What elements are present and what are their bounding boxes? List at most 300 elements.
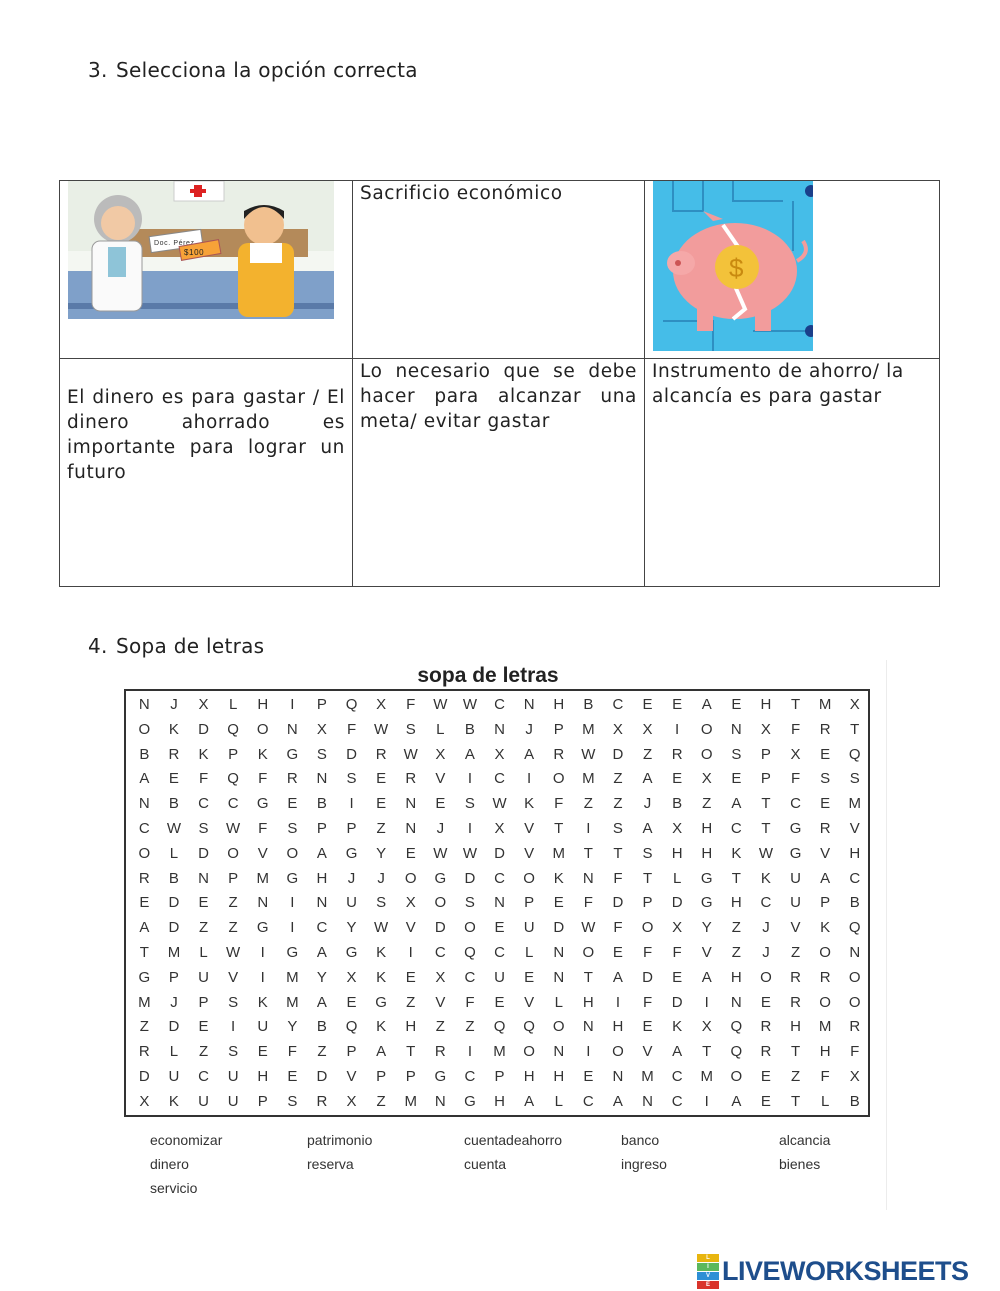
grid-letter[interactable]: E xyxy=(494,919,505,937)
grid-letter[interactable]: P xyxy=(553,720,564,738)
grid-letter[interactable]: C xyxy=(138,820,150,837)
grid-letter[interactable]: P xyxy=(228,869,239,887)
grid-letter[interactable]: W xyxy=(581,919,596,937)
grid-letter[interactable]: T xyxy=(790,696,801,713)
grid-letter[interactable]: M xyxy=(167,944,181,961)
grid-letter[interactable]: R xyxy=(375,745,387,763)
grid-letter[interactable]: F xyxy=(790,770,801,788)
grid-letter[interactable]: V xyxy=(524,820,535,837)
grid-letter[interactable]: R xyxy=(790,993,801,1011)
grid-letter[interactable]: Z xyxy=(613,770,623,788)
grid-letter[interactable]: O xyxy=(138,720,151,738)
grid-letter[interactable]: O xyxy=(434,894,447,912)
grid-letter[interactable]: J xyxy=(170,993,178,1011)
grid-letter[interactable]: Z xyxy=(198,1043,209,1061)
grid-letter[interactable]: X xyxy=(494,745,505,763)
grid-letter[interactable]: O xyxy=(552,770,565,788)
grid-letter[interactable]: Z xyxy=(702,795,712,813)
grid-letter[interactable]: P xyxy=(316,820,327,837)
grid-letter[interactable]: C xyxy=(790,795,801,813)
grid-letter[interactable]: H xyxy=(553,696,565,713)
grid-letter[interactable]: Q xyxy=(730,1043,743,1061)
grid-letter[interactable]: M xyxy=(552,844,565,862)
grid-letter[interactable]: C xyxy=(494,869,505,887)
grid-letter[interactable]: S xyxy=(820,770,831,788)
grid-letter[interactable]: X xyxy=(642,720,653,738)
grid-letter[interactable]: U xyxy=(168,1068,180,1085)
grid-letter[interactable]: P xyxy=(228,745,239,763)
grid-letter[interactable]: R xyxy=(316,1092,328,1110)
grid-letter[interactable]: N xyxy=(257,894,269,912)
grid-letter[interactable]: F xyxy=(258,820,268,837)
grid-letter[interactable]: R xyxy=(138,869,150,887)
grid-letter[interactable]: F xyxy=(465,993,475,1011)
grid-letter[interactable]: H xyxy=(257,696,269,713)
grid-letter[interactable]: X xyxy=(198,696,209,713)
grid-letter[interactable]: T xyxy=(554,820,564,837)
grid-letter[interactable]: T xyxy=(761,795,771,813)
grid-letter[interactable]: E xyxy=(672,968,683,986)
grid-letter[interactable]: Z xyxy=(228,894,238,912)
grid-letter[interactable]: F xyxy=(406,696,416,713)
grid-letter[interactable]: S xyxy=(731,745,742,763)
grid-letter[interactable]: H xyxy=(819,1043,831,1061)
grid-letter[interactable]: X xyxy=(376,696,387,713)
grid-letter[interactable]: O xyxy=(612,1043,624,1061)
grid-letter[interactable]: I xyxy=(467,1043,473,1061)
grid-letter[interactable]: T xyxy=(702,1043,712,1061)
grid-letter[interactable]: R xyxy=(849,1018,861,1036)
grid-letter[interactable]: G xyxy=(256,795,269,813)
grid-letter[interactable]: O xyxy=(404,869,417,887)
grid-letter[interactable]: U xyxy=(198,968,209,986)
grid-letter[interactable]: W xyxy=(492,795,507,813)
grid-letter[interactable]: U xyxy=(198,1092,209,1110)
grid-letter[interactable]: Z xyxy=(790,1068,801,1085)
grid-letter[interactable]: A xyxy=(642,820,653,837)
grid-letter[interactable]: O xyxy=(523,1043,535,1061)
grid-letter[interactable]: T xyxy=(583,968,593,986)
grid-letter[interactable]: O xyxy=(138,844,151,862)
grid-letter[interactable]: H xyxy=(790,1018,801,1036)
grid-letter[interactable]: A xyxy=(376,1043,387,1061)
grid-letter[interactable]: N xyxy=(316,894,328,912)
grid-letter[interactable]: N xyxy=(405,795,417,813)
grid-letter[interactable]: I xyxy=(260,968,265,986)
grid-letter[interactable]: Y xyxy=(376,844,387,862)
grid-letter[interactable]: Z xyxy=(731,919,741,937)
grid-letter[interactable]: V xyxy=(405,919,416,937)
grid-letter[interactable]: G xyxy=(138,968,151,986)
grid-letter[interactable]: C xyxy=(316,919,328,937)
grid-letter[interactable]: I xyxy=(260,944,265,961)
grid-letter[interactable]: X xyxy=(435,745,446,763)
grid-letter[interactable]: N xyxy=(198,869,209,887)
grid-letter[interactable]: N xyxy=(286,720,298,738)
grid-letter[interactable]: E xyxy=(760,993,771,1011)
grid-letter[interactable]: P xyxy=(405,1068,416,1085)
grid-letter[interactable]: V xyxy=(257,844,268,862)
grid-letter[interactable]: O xyxy=(819,944,831,961)
grid-letter[interactable]: A xyxy=(701,968,712,986)
grid-letter[interactable]: Z xyxy=(465,1018,475,1036)
grid-letter[interactable]: R xyxy=(819,968,831,986)
grid-letter[interactable]: P xyxy=(376,1068,387,1085)
grid-letter[interactable]: J xyxy=(377,869,385,887)
grid-letter[interactable]: K xyxy=(257,993,268,1011)
grid-letter[interactable]: K xyxy=(820,919,831,937)
grid-letter[interactable]: I xyxy=(527,770,532,788)
grid-letter[interactable]: T xyxy=(642,869,653,887)
grid-letter[interactable]: Q xyxy=(730,1018,743,1036)
grid-letter[interactable]: L xyxy=(524,944,534,961)
grid-letter[interactable]: S xyxy=(228,993,239,1011)
grid-letter[interactable]: C xyxy=(582,1092,594,1110)
grid-letter[interactable]: Z xyxy=(376,820,386,837)
grid-letter[interactable]: X xyxy=(405,894,416,912)
grid-letter[interactable]: E xyxy=(376,770,387,788)
grid-letter[interactable]: X xyxy=(435,968,446,986)
grid-letter[interactable]: L xyxy=(228,696,238,713)
grid-letter[interactable]: X xyxy=(701,770,712,788)
grid-letter[interactable]: I xyxy=(704,1092,709,1110)
grid-letter[interactable]: G xyxy=(700,894,713,912)
grid-letter[interactable]: U xyxy=(523,919,535,937)
grid-letter[interactable]: F xyxy=(198,770,209,788)
grid-letter[interactable]: Q xyxy=(848,919,861,937)
grid-letter[interactable]: S xyxy=(849,770,860,788)
grid-letter[interactable]: C xyxy=(494,770,505,788)
grid-letter[interactable]: T xyxy=(613,844,623,862)
grid-letter[interactable]: M xyxy=(138,993,151,1011)
grid-letter[interactable]: D xyxy=(168,919,180,937)
grid-letter[interactable]: U xyxy=(790,869,801,887)
grid-letter[interactable]: Z xyxy=(435,1018,445,1036)
grid-letter[interactable]: H xyxy=(553,1068,565,1085)
grid-letter[interactable]: C xyxy=(730,820,742,837)
grid-letter[interactable]: E xyxy=(257,1043,268,1061)
grid-letter[interactable]: X xyxy=(346,968,357,986)
grid-letter[interactable]: O xyxy=(848,993,861,1011)
grid-letter[interactable]: E xyxy=(435,795,446,813)
grid-letter[interactable]: A xyxy=(672,1043,683,1061)
grid-letter[interactable]: J xyxy=(643,795,652,813)
grid-letter[interactable]: N xyxy=(730,720,742,738)
grid-letter[interactable]: B xyxy=(583,696,594,713)
grid-letter[interactable]: E xyxy=(376,795,387,813)
grid-letter[interactable]: N xyxy=(553,1043,565,1061)
grid-letter[interactable]: Z xyxy=(139,1018,149,1036)
grid-letter[interactable]: O xyxy=(256,720,269,738)
grid-letter[interactable]: H xyxy=(849,844,861,862)
grid-letter[interactable]: D xyxy=(138,1068,150,1085)
grid-letter[interactable]: E xyxy=(198,894,209,912)
grid-letter[interactable]: K xyxy=(376,944,387,961)
grid-letter[interactable]: A xyxy=(316,993,327,1011)
grid-letter[interactable]: I xyxy=(586,1043,591,1061)
grid-letter[interactable]: F xyxy=(672,944,682,961)
grid-letter[interactable]: S xyxy=(346,770,357,788)
grid-letter[interactable]: T xyxy=(850,720,860,738)
grid-letter[interactable]: S xyxy=(464,894,475,912)
grid-letter[interactable]: X xyxy=(760,720,771,738)
grid-letter[interactable]: Z xyxy=(642,745,653,763)
grid-letter[interactable]: W xyxy=(403,745,418,763)
grid-letter[interactable]: G xyxy=(256,919,269,937)
grid-letter[interactable]: E xyxy=(760,1092,771,1110)
grid-letter[interactable]: U xyxy=(227,1068,239,1085)
grid-letter[interactable]: S xyxy=(287,1092,298,1110)
grid-letter[interactable]: R xyxy=(819,820,831,837)
grid-letter[interactable]: A xyxy=(701,696,712,713)
grid-letter[interactable]: P xyxy=(346,1043,357,1061)
grid-letter[interactable]: R xyxy=(138,1043,150,1061)
grid-letter[interactable]: D xyxy=(642,968,653,986)
grid-letter[interactable]: G xyxy=(434,1068,447,1085)
grid-letter[interactable]: H xyxy=(730,894,742,912)
grid-letter[interactable]: F xyxy=(287,1043,297,1061)
grid-letter[interactable]: H xyxy=(730,968,742,986)
grid-letter[interactable]: B xyxy=(139,745,150,763)
grid-letter[interactable]: P xyxy=(642,894,653,912)
grid-letter[interactable]: N xyxy=(730,993,742,1011)
grid-letter[interactable]: E xyxy=(346,993,357,1011)
grid-letter[interactable]: Y xyxy=(287,1018,298,1036)
grid-letter[interactable]: S xyxy=(612,820,623,837)
grid-letter[interactable]: W xyxy=(226,820,241,837)
grid-letter[interactable]: L xyxy=(554,1092,563,1110)
grid-letter[interactable]: F xyxy=(642,993,653,1011)
grid-letter[interactable]: F xyxy=(613,919,623,937)
grid-letter[interactable]: V xyxy=(435,770,446,788)
grid-letter[interactable]: E xyxy=(139,894,150,912)
grid-letter[interactable]: J xyxy=(347,869,356,887)
grid-letter[interactable]: Z xyxy=(583,795,593,813)
grid-letter[interactable]: P xyxy=(524,894,535,912)
grid-letter[interactable]: X xyxy=(701,1018,712,1036)
grid-letter[interactable]: Q xyxy=(227,720,239,738)
grid-letter[interactable]: D xyxy=(612,894,624,912)
grid-letter[interactable]: W xyxy=(462,696,478,713)
grid-letter[interactable]: F xyxy=(346,720,357,738)
grid-letter[interactable]: M xyxy=(286,968,299,986)
grid-letter[interactable]: C xyxy=(198,1068,209,1085)
grid-letter[interactable]: N xyxy=(849,944,861,961)
grid-letter[interactable]: T xyxy=(406,1043,416,1061)
grid-letter[interactable]: O xyxy=(848,968,861,986)
grid-letter[interactable]: I xyxy=(231,1018,236,1036)
grid-letter[interactable]: N xyxy=(553,944,565,961)
grid-letter[interactable]: U xyxy=(257,1018,269,1036)
grid-letter[interactable]: G xyxy=(345,844,358,862)
grid-letter[interactable]: P xyxy=(168,968,179,986)
grid-letter[interactable]: O xyxy=(819,993,831,1011)
grid-letter[interactable]: K xyxy=(257,745,268,763)
grid-letter[interactable]: F xyxy=(613,869,623,887)
grid-letter[interactable]: P xyxy=(820,894,831,912)
grid-letter[interactable]: L xyxy=(199,944,208,961)
grid-letter[interactable]: E xyxy=(405,844,416,862)
grid-letter[interactable]: J xyxy=(436,820,445,837)
grid-letter[interactable]: G xyxy=(789,844,802,862)
grid-letter[interactable]: N xyxy=(494,720,505,738)
grid-letter[interactable]: K xyxy=(376,968,387,986)
grid-letter[interactable]: W xyxy=(166,820,182,837)
grid-letter[interactable]: E xyxy=(405,968,416,986)
grid-letter[interactable]: H xyxy=(316,869,328,887)
grid-letter[interactable]: O xyxy=(552,1018,565,1036)
grid-letter[interactable]: S xyxy=(228,1043,239,1061)
grid-letter[interactable]: V xyxy=(642,1043,653,1061)
grid-letter[interactable]: X xyxy=(139,1092,150,1110)
grid-letter[interactable]: C xyxy=(671,1068,683,1085)
grid-letter[interactable]: R xyxy=(790,968,801,986)
grid-letter[interactable]: J xyxy=(170,696,178,713)
grid-letter[interactable]: X xyxy=(849,1068,860,1085)
grid-letter[interactable]: E xyxy=(672,770,683,788)
grid-letter[interactable]: A xyxy=(139,919,150,937)
grid-letter[interactable]: C xyxy=(464,968,476,986)
grid-letter[interactable]: Z xyxy=(406,993,416,1011)
grid-letter[interactable]: D xyxy=(612,745,624,763)
grid-letter[interactable]: H xyxy=(257,1068,269,1085)
grid-letter[interactable]: N xyxy=(582,869,594,887)
grid-letter[interactable]: N xyxy=(405,820,417,837)
grid-letter[interactable]: I xyxy=(290,919,295,937)
grid-letter[interactable]: D xyxy=(168,894,180,912)
grid-letter[interactable]: M xyxy=(493,1043,506,1061)
grid-letter[interactable]: G xyxy=(789,820,802,837)
grid-letter[interactable]: V xyxy=(524,844,535,862)
grid-letter[interactable]: Q xyxy=(493,1018,506,1036)
grid-letter[interactable]: U xyxy=(494,968,505,986)
grid-letter[interactable]: N xyxy=(494,894,505,912)
grid-letter[interactable]: V xyxy=(701,944,712,961)
grid-letter[interactable]: W xyxy=(226,944,241,961)
grid-letter[interactable]: N xyxy=(523,696,535,713)
grid-letter[interactable]: H xyxy=(582,993,594,1011)
grid-letter[interactable]: C xyxy=(849,869,861,887)
grid-letter[interactable]: W xyxy=(758,844,774,862)
grid-letter[interactable]: K xyxy=(553,869,564,887)
grid-letter[interactable]: B xyxy=(168,869,179,887)
grid-letter[interactable]: T xyxy=(139,944,149,961)
grid-letter[interactable]: W xyxy=(374,919,389,937)
grid-letter[interactable]: L xyxy=(169,844,179,862)
grid-letter[interactable]: E xyxy=(612,944,623,961)
grid-letter[interactable]: J xyxy=(762,944,770,961)
grid-letter[interactable]: A xyxy=(316,944,327,961)
grid-letter[interactable]: G xyxy=(375,993,387,1011)
grid-letter[interactable]: R xyxy=(286,770,298,788)
grid-letter[interactable]: Q xyxy=(523,1018,535,1036)
grid-letter[interactable]: I xyxy=(467,820,473,837)
grid-letter[interactable]: M xyxy=(848,795,861,813)
grid-letter[interactable]: L xyxy=(820,1092,830,1110)
grid-letter[interactable]: V xyxy=(790,919,801,937)
grid-letter[interactable]: D xyxy=(671,993,683,1011)
grid-letter[interactable]: G xyxy=(286,869,299,887)
grid-letter[interactable]: G xyxy=(464,1092,476,1110)
grid-letter[interactable]: R xyxy=(819,720,831,738)
grid-letter[interactable]: M xyxy=(582,770,595,788)
grid-letter[interactable]: M xyxy=(582,720,595,738)
grid-letter[interactable]: D xyxy=(434,919,446,937)
grid-letter[interactable]: E xyxy=(168,770,179,788)
grid-letter[interactable]: C xyxy=(671,1092,683,1110)
grid-letter[interactable]: Z xyxy=(198,919,209,937)
grid-letter[interactable]: D xyxy=(553,919,565,937)
grid-letter[interactable]: M xyxy=(818,1018,832,1036)
grid-letter[interactable]: Q xyxy=(464,944,476,961)
grid-letter[interactable]: X xyxy=(316,720,327,738)
grid-letter[interactable]: G xyxy=(345,944,358,961)
grid-letter[interactable]: B xyxy=(849,1092,860,1110)
grid-letter[interactable]: R xyxy=(434,1043,446,1061)
grid-letter[interactable]: E xyxy=(760,1068,771,1085)
grid-letter[interactable]: O xyxy=(700,720,713,738)
grid-letter[interactable]: W xyxy=(433,696,448,713)
grid-letter[interactable]: F xyxy=(790,720,801,738)
grid-letter[interactable]: Q xyxy=(848,745,861,763)
grid-letter[interactable]: S xyxy=(198,820,209,837)
grid-letter[interactable]: A xyxy=(464,745,475,763)
grid-letter[interactable]: R xyxy=(760,1043,772,1061)
grid-letter[interactable]: E xyxy=(642,696,653,713)
grid-letter[interactable]: C xyxy=(612,696,624,713)
grid-letter[interactable]: K xyxy=(524,795,535,813)
grid-letter[interactable]: A xyxy=(524,745,535,763)
grid-letter[interactable]: N xyxy=(612,1068,624,1085)
grid-letter[interactable]: D xyxy=(671,894,683,912)
grid-letter[interactable]: B xyxy=(464,720,475,738)
grid-letter[interactable]: T xyxy=(731,869,741,887)
grid-letter[interactable]: E xyxy=(820,745,831,763)
grid-letter[interactable]: E xyxy=(820,795,831,813)
grid-letter[interactable]: A xyxy=(612,1092,623,1110)
grid-letter[interactable]: X xyxy=(849,696,860,713)
grid-letter[interactable]: A xyxy=(642,770,653,788)
grid-letter[interactable]: M xyxy=(404,1092,417,1110)
grid-letter[interactable]: L xyxy=(436,720,445,738)
grid-letter[interactable]: C xyxy=(494,696,505,713)
grid-letter[interactable]: N xyxy=(316,770,328,788)
grid-letter[interactable]: V xyxy=(435,993,446,1011)
grid-letter[interactable]: V xyxy=(228,968,239,986)
grid-letter[interactable]: W xyxy=(374,720,389,738)
grid-letter[interactable]: E xyxy=(287,1068,298,1085)
grid-letter[interactable]: W xyxy=(462,844,478,862)
grid-letter[interactable]: O xyxy=(286,844,299,862)
grid-letter[interactable]: P xyxy=(760,770,771,788)
grid-letter[interactable]: T xyxy=(790,1043,801,1061)
grid-letter[interactable]: W xyxy=(581,745,596,763)
grid-letter[interactable]: D xyxy=(198,720,209,738)
grid-letter[interactable]: I xyxy=(349,795,354,813)
grid-letter[interactable]: T xyxy=(761,820,771,837)
grid-letter[interactable]: C xyxy=(198,795,209,813)
grid-letter[interactable]: Y xyxy=(316,968,327,986)
grid-letter[interactable]: S xyxy=(287,820,298,837)
grid-letter[interactable]: I xyxy=(586,820,591,837)
grid-letter[interactable]: E xyxy=(494,993,505,1011)
grid-letter[interactable]: K xyxy=(672,1018,683,1036)
grid-letter[interactable]: P xyxy=(316,696,327,713)
grid-letter[interactable]: P xyxy=(198,993,209,1011)
grid-letter[interactable]: F xyxy=(850,1043,860,1061)
grid-letter[interactable]: E xyxy=(287,795,298,813)
grid-letter[interactable]: O xyxy=(730,1068,743,1085)
